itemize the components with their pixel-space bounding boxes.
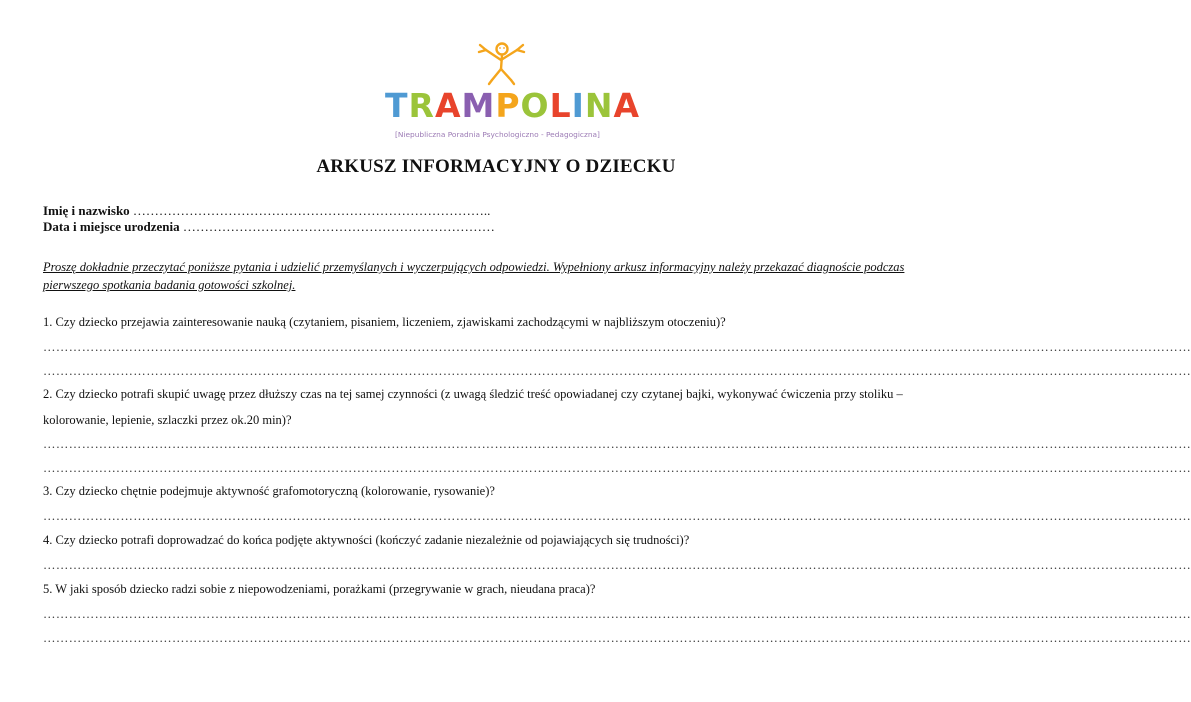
logo-letter: I	[571, 86, 585, 125]
trampolina-logo	[385, 40, 641, 140]
answer-line[interactable]: ……………………………………………………………………………………………………………………………………………………………………………………………………………………………………………	[43, 437, 1191, 451]
logo-letter: A	[434, 86, 462, 125]
answer-line[interactable]: ……………………………………………………………………………………………………………………………………………………………………………………………………………………………………………	[43, 340, 1191, 354]
birth-label: Data i miejsce urodzenia	[43, 219, 180, 234]
logo-subtitle: [Niepubliczna Poradnia Psychologiczno - Pedagogiczna]	[395, 130, 600, 139]
answer-line[interactable]: ……………………………………………………………………………………………………………………………………………………………………………………………………………………………………………	[43, 607, 1191, 621]
answer-line[interactable]: ……………………………………………………………………………………………………………………………………………………………………………………………………………………………………………	[43, 364, 1191, 378]
birth-field	[43, 219, 495, 235]
answer-line[interactable]: ……………………………………………………………………………………………………………………………………………………………………………………………………………………………………………	[43, 509, 1191, 523]
instructions-text: Proszę dokładnie przeczytać poniższe pytania i udzielić przemyślanych i wyczerpujących odpowiedzi. Wypełniony arkusz informacyjny należy przekazać diagnoście podczas pierwszego spotkania badania gotowości szkolnej.	[43, 260, 905, 292]
logo-letter: L	[549, 86, 572, 125]
question-1: 1. Czy dziecko przejawia zainteresowanie nauką (czytaniem, pisaniem, liczeniem, zjawiskami zachodzącymi w najbliższym otoczeniu)?	[43, 315, 726, 329]
question-5: 5. W jaki sposób dziecko radzi sobie z niepowodzeniami, porażkami (przegrywanie w grach, nieudana praca)?	[43, 582, 596, 596]
logo-letter: O	[520, 86, 550, 125]
name-answer-line[interactable]: ………………………………………………………………………..	[132, 203, 491, 218]
answer-line[interactable]: ……………………………………………………………………………………………………………………………………………………………………………………………………………………………………………	[43, 631, 1191, 645]
logo-letter: P	[495, 86, 521, 125]
jumping-figure-icon	[470, 40, 530, 88]
birth-answer-line[interactable]: ………………………………………………………………	[182, 219, 495, 234]
logo-letter: R	[408, 86, 435, 125]
answer-line[interactable]: ……………………………………………………………………………………………………………………………………………………………………………………………………………………………………………	[43, 461, 1191, 475]
name-label: Imię i nazwisko	[43, 203, 130, 218]
logo-letter: T	[385, 86, 409, 125]
logo-wordmark	[385, 86, 641, 126]
name-field	[43, 203, 490, 219]
logo-letter: M	[461, 86, 496, 125]
logo-letter: N	[584, 86, 614, 125]
question-3: 3. Czy dziecko chętnie podejmuje aktywność grafomotoryczną (kolorowanie, rysowanie)?	[43, 484, 495, 498]
question-2: 2. Czy dziecko potrafi skupić uwagę przez dłuższy czas na tej samej czynności (z uwagą śledzić treść opowiadanej czy czytanej bajki, wykonywać ćwiczenia przy stoliku – kolorowanie, lepienie, szlaczki przez ok.20 min)?	[43, 387, 903, 427]
document-title: ARKUSZ INFORMACYJNY O DZIECKU	[316, 156, 676, 177]
answer-line[interactable]: ……………………………………………………………………………………………………………………………………………………………………………………………………………………………………………	[43, 558, 1191, 572]
question-4: 4. Czy dziecko potrafi doprowadzać do końca podjęte aktywności (kończyć zadanie niezależnie od pojawiających się trudności)?	[43, 533, 690, 547]
logo-letter: A	[613, 86, 641, 125]
